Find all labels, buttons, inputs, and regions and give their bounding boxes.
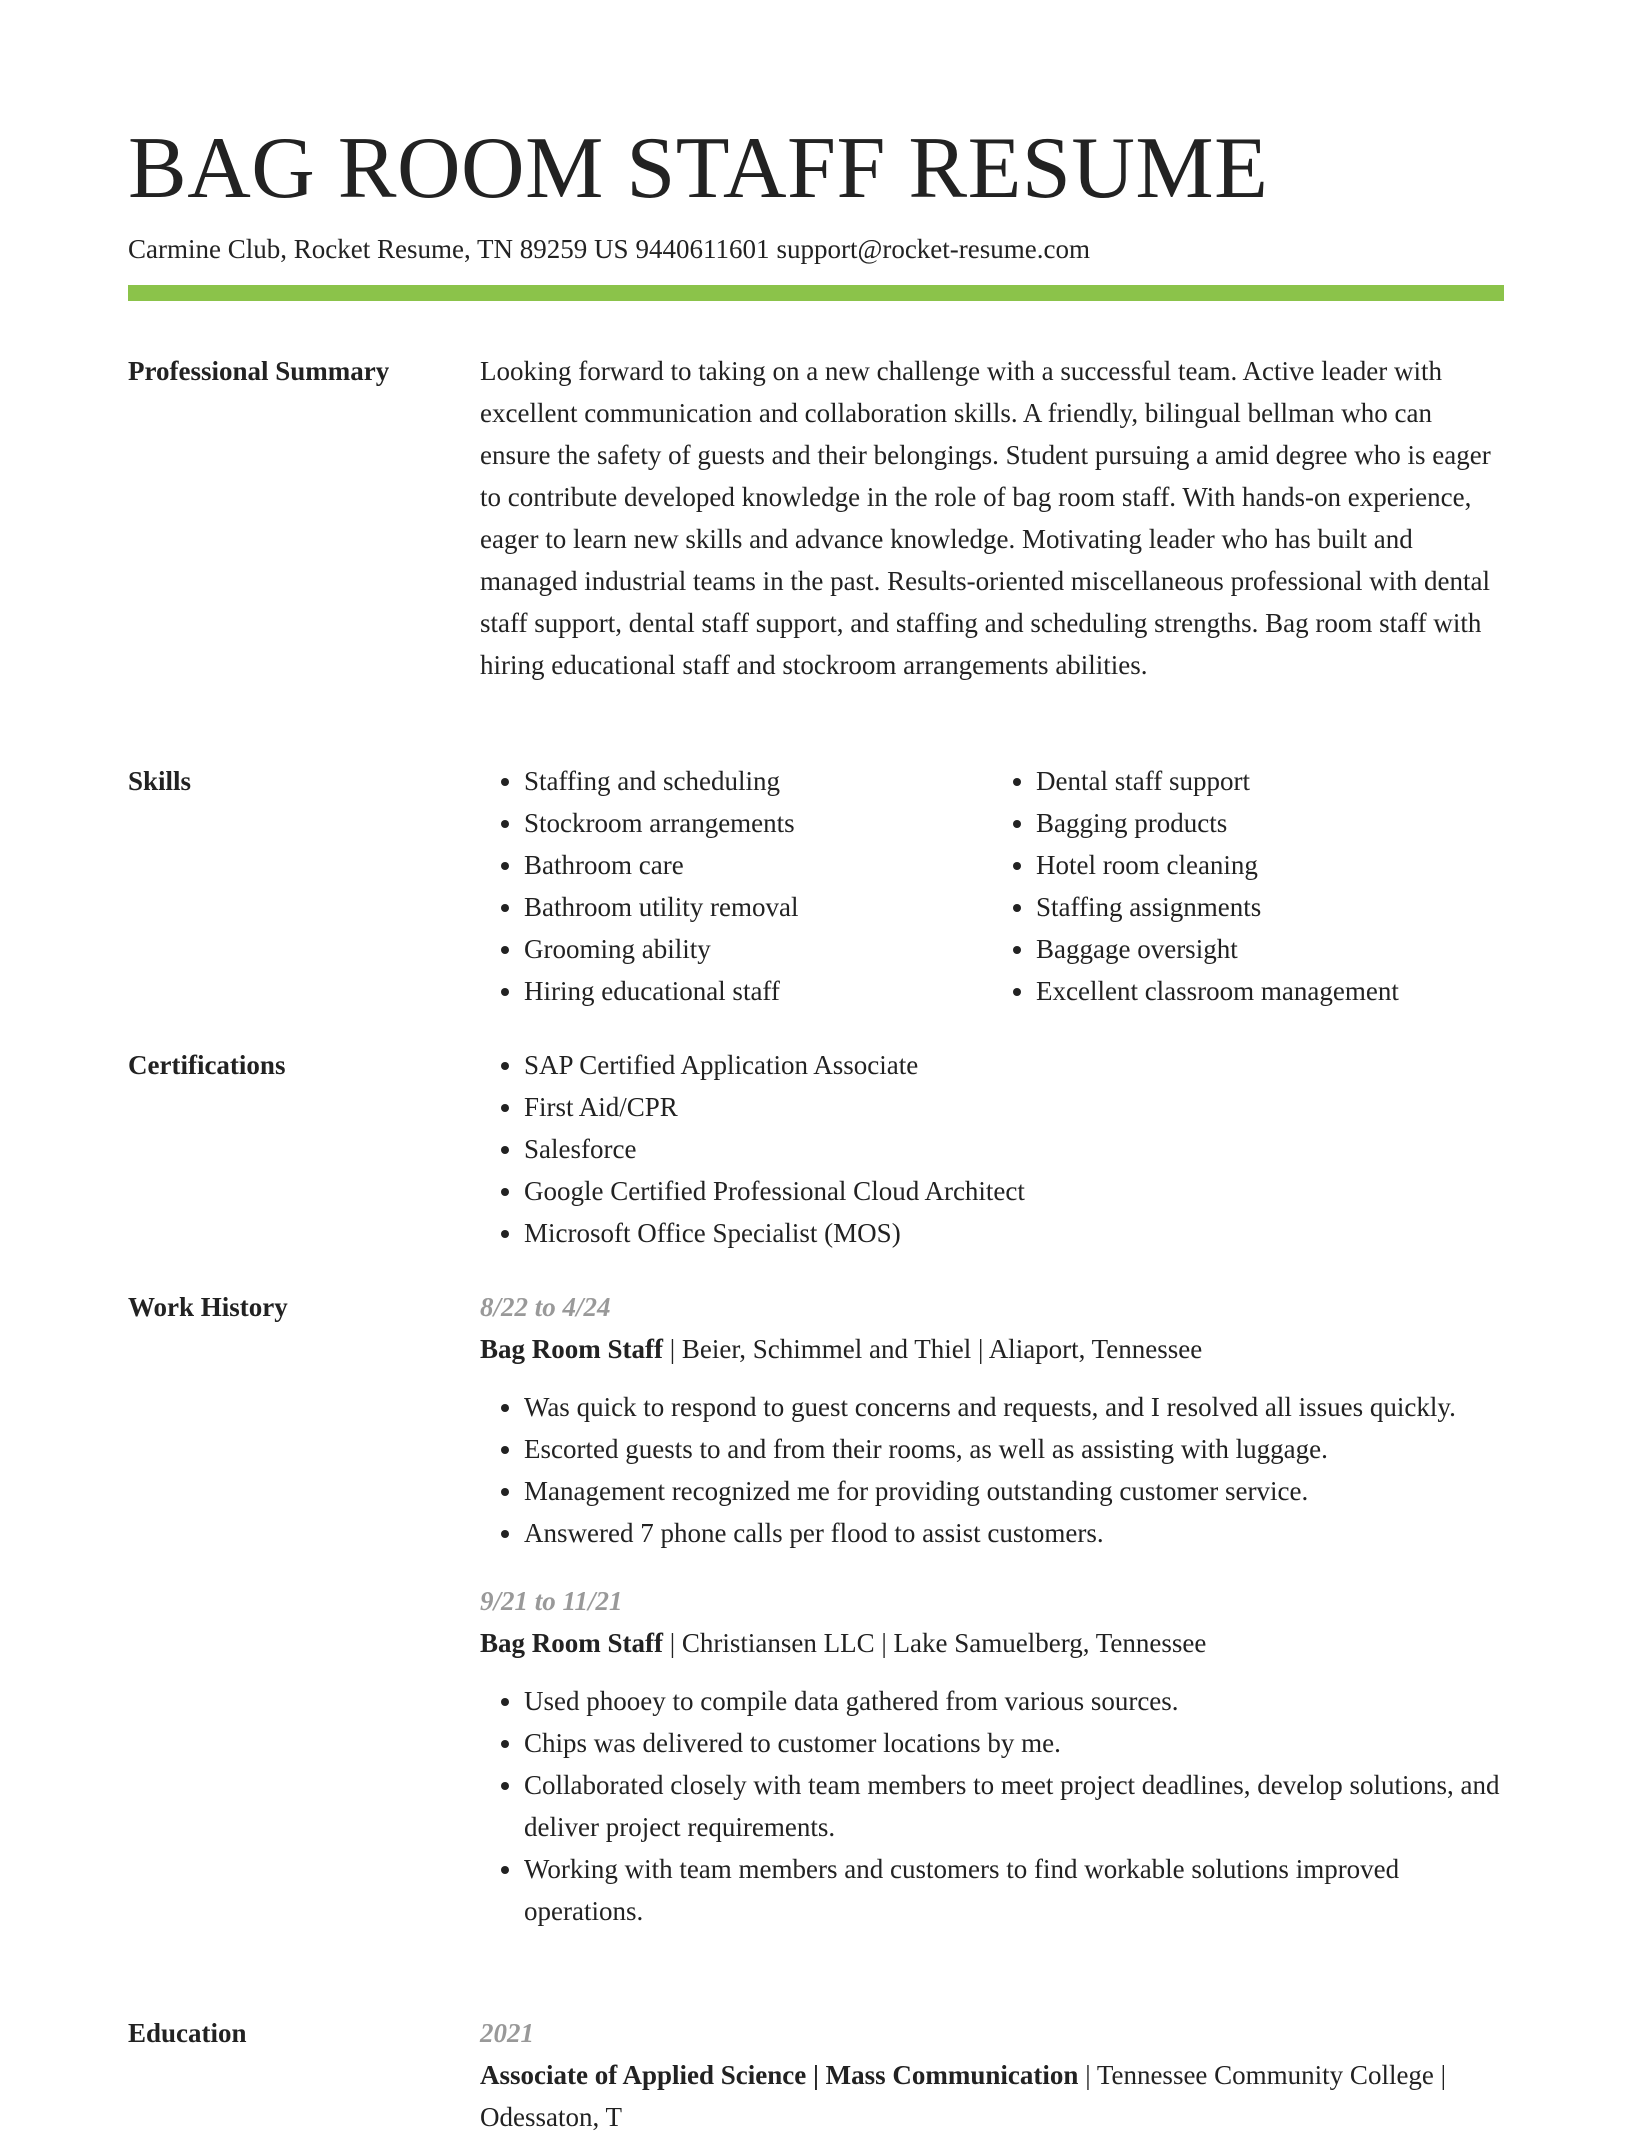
summary-body: [480, 350, 1504, 686]
certifications-body: [480, 1044, 1504, 1254]
job-entry: [480, 1580, 1504, 1932]
education-location: Odessaton, T: [480, 2102, 622, 2132]
job-bullet: • Management recognized me for providing outstanding customer service.: [524, 1470, 1504, 1512]
skill-item: • Hotel room cleaning: [1036, 844, 1504, 886]
skill-item: • Bagging products: [1036, 802, 1504, 844]
summary-text: Looking forward to taking on a new challenge with a successful team. Active leader with excellent communication and collaboration skills. A friendly, bilingual bellman who can ensure the safety of guests and their belongings. Student pursuing a amid degree who is eager to contribute developed knowledge in the role of bag room staff. With hands-on experience, eager to learn new skills and advance knowledge. Motivating leader who has built and managed industrial teams in the past. Results-oriented miscellaneous professional with dental staff support, dental staff support, and staffing and scheduling strengths. Bag room staff with hiring educational staff and stockroom arrangements abilities.: [480, 356, 1491, 680]
certification-item: • Google Certified Professional Cloud Architect: [524, 1170, 1504, 1212]
skill-item: • Staffing and scheduling: [524, 760, 992, 802]
job-bullet: • Collaborated closely with team members to meet project deadlines, develop solutions, and deliver project requirements.: [524, 1764, 1504, 1848]
job-location: Aliaport, Tennessee: [988, 1334, 1203, 1364]
skills-heading: Skills: [128, 766, 192, 796]
work-history-body: [480, 1286, 1504, 1958]
job-bullets: [480, 1680, 1504, 1932]
contact-email: support@rocket-resume.com: [776, 234, 1090, 264]
skill-item: • Dental staff support: [1036, 760, 1504, 802]
work-history-heading: Work History: [128, 1292, 288, 1322]
job-bullet: • Answered 7 phone calls per flood to assist customers.: [524, 1512, 1504, 1554]
job-bullet: • Escorted guests to and from their rooms, as well as assisting with luggage.: [524, 1428, 1504, 1470]
job-title: Bag Room Staff: [480, 1628, 663, 1658]
job-bullet: • Was quick to respond to guest concerns and requests, and I resolved all issues quickly.: [524, 1386, 1504, 1428]
skill-item: • Excellent classroom management: [1036, 970, 1504, 1012]
skill-item: • Staffing assignments: [1036, 886, 1504, 928]
education-heading: Education: [128, 2018, 247, 2048]
job-entry: [480, 1286, 1504, 1554]
job-bullet: • Chips was delivered to customer locations by me.: [524, 1722, 1504, 1764]
certification-item: • First Aid/CPR: [524, 1086, 1504, 1128]
job-header: Bag Room Staff | Christiansen LLC | Lake Samuelberg, Tennessee: [480, 1628, 1207, 1658]
skill-item: • Grooming ability: [524, 928, 992, 970]
certifications-list: [480, 1044, 1504, 1254]
skills-columns: [480, 760, 1504, 1012]
header-accent-bar: [128, 285, 1504, 301]
education-year: 2021: [480, 2018, 534, 2048]
certification-item: • Salesforce: [524, 1128, 1504, 1170]
skill-item: • Hiring educational staff: [524, 970, 992, 1012]
skills-list-right: [992, 760, 1504, 1012]
certification-item: • Microsoft Office Specialist (MOS): [524, 1212, 1504, 1254]
job-bullets: [480, 1386, 1504, 1554]
skill-item: • Bathroom care: [524, 844, 992, 886]
education-school: Tennessee Community College: [1096, 2060, 1434, 2090]
summary-heading: Professional Summary: [128, 356, 390, 386]
contact-line: [128, 230, 1097, 268]
education-line: Associate of Applied Science | Mass Communication | Tennessee Community College | Odessaton, T: [480, 2060, 1447, 2132]
certifications-heading: Certifications: [128, 1050, 286, 1080]
skill-item: • Bathroom utility removal: [524, 886, 992, 928]
job-dates: 8/22 to 4/24: [480, 1292, 611, 1322]
skill-item: • Baggage oversight: [1036, 928, 1504, 970]
skills-body: [480, 760, 1504, 1012]
job-bullet: • Working with team members and customers to find workable solutions improved operations.: [524, 1848, 1504, 1932]
contact-address: Carmine Club, Rocket Resume, TN 89259 US: [128, 234, 629, 264]
job-title: Bag Room Staff: [480, 1334, 663, 1364]
job-dates: 9/21 to 11/21: [480, 1586, 623, 1616]
education-degree: Associate of Applied Science | Mass Communication: [480, 2060, 1079, 2090]
contact-phone: 9440611601: [635, 234, 770, 264]
resume-title: BAG ROOM STAFF RESUME: [128, 120, 1269, 217]
job-location: Lake Samuelberg, Tennessee: [893, 1628, 1207, 1658]
job-company: Beier, Schimmel and Thiel: [681, 1334, 972, 1364]
job-company: Christiansen LLC: [681, 1628, 875, 1658]
certification-item: • SAP Certified Application Associate: [524, 1044, 1504, 1086]
job-bullet: • Used phooey to compile data gathered from various sources.: [524, 1680, 1504, 1722]
skills-list-left: [480, 760, 992, 1012]
education-body: [480, 2012, 1504, 2138]
skill-item: • Stockroom arrangements: [524, 802, 992, 844]
job-header: Bag Room Staff | Beier, Schimmel and Thiel | Aliaport, Tennessee: [480, 1334, 1203, 1364]
